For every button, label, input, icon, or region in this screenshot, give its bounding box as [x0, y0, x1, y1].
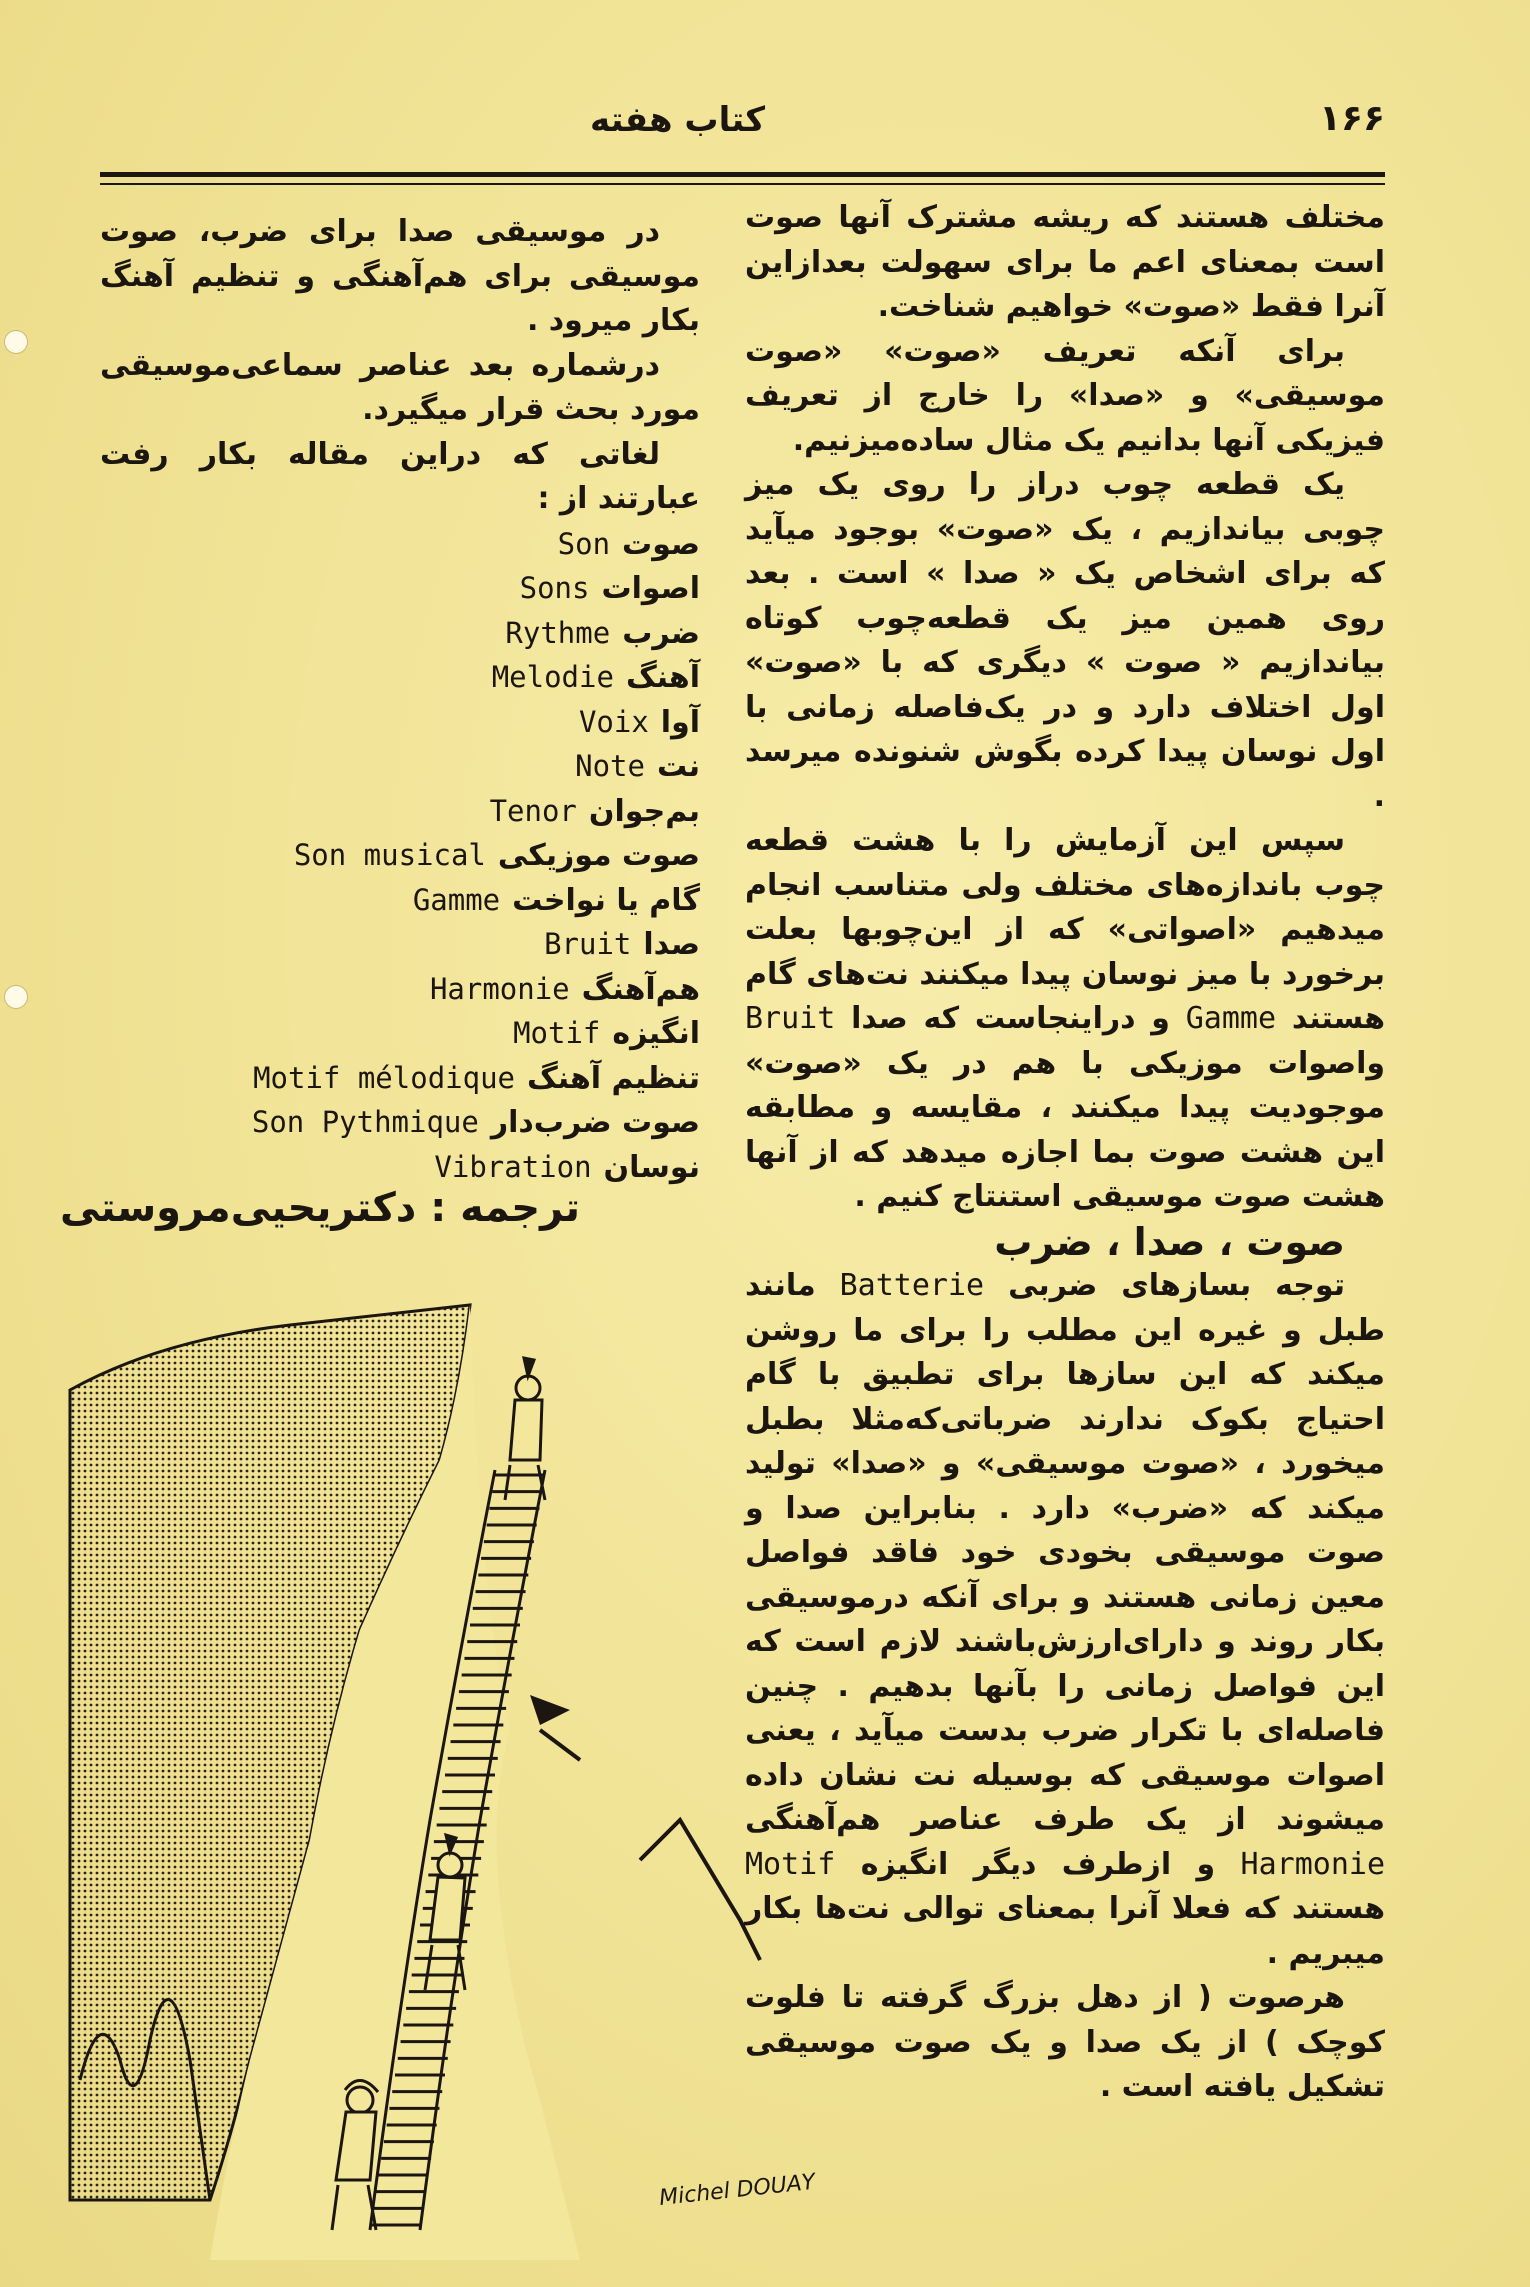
- paragraph: لغاتی که دراین مقاله بکار رفت عبارتند از :: [100, 436, 700, 516]
- glossary-french: Sons: [519, 571, 590, 605]
- glossary-french: Son musical: [293, 838, 486, 872]
- running-title: کتاب هفته: [590, 100, 765, 140]
- glossary-persian: نوسان: [603, 1149, 700, 1185]
- glossary-persian: انگیزه: [612, 1016, 700, 1051]
- glossary-persian: صوت ضرب‌دار: [490, 1105, 700, 1140]
- glossary-french: Bruit: [544, 927, 632, 961]
- glossary-entry: [100, 522, 700, 567]
- glossary-entry: [100, 1056, 700, 1101]
- glossary-persian: نت: [656, 749, 700, 784]
- paragraph-text: مانند طبل و غیره این مطلب را برای ما روشن میکند که این سازها برای تطبیق با گام احتیاج بکوک ندارند ضرباتی‌که‌مثلا بطبل میخورد ، «صوت موسیقی» و «صدا» تولید میکند که «ضرب» دارد . بنابراین صدا و صوت موسیقی بخودی خود فاقد فواصل معین زمانی هستند و برای آنکه درموسیقی بکار روند و دارای‌ارزش‌باشند لازم است که این فواصل زمانی را بآنها بدهیم . چنین فاصله‌ای با تکرار ضرب بدست میآید ، یعنی اصوات موسیقی که بوسیله نت نشان داده میشوند از یک طرف عناصر هم‌آهنگی: [745, 1268, 1385, 1837]
- paragraph: هرصوت ( از دهل بزرگ گرفته تا فلوت کوچک ) از یک صدا و یک صوت موسیقی تشکیل یافته است .: [745, 1980, 1385, 2104]
- glossary-entry: [100, 1011, 700, 1056]
- glossary-persian: آهنگ: [625, 660, 700, 695]
- latin-term: Bruit: [745, 1001, 836, 1036]
- latin-term: Motif: [745, 1846, 836, 1882]
- paragraph-text: هستند که فعلا آنرا بمعنای توالی نت‌ها بکار میبریم .: [745, 1891, 1385, 1971]
- glossary-french: Vibration: [434, 1149, 592, 1184]
- glossary-entry: [100, 833, 700, 878]
- right-column: [745, 196, 1385, 2110]
- glossary-french: Rythme: [505, 615, 611, 650]
- page-number: ۱۶۶: [1319, 98, 1385, 139]
- header-rule-thin: [100, 183, 1385, 185]
- glossary-entry: [100, 700, 700, 745]
- glossary-persian: صوت: [622, 526, 700, 562]
- glossary-entry: [100, 566, 700, 611]
- glossary-entry: [100, 1145, 700, 1190]
- glossary-persian: صدا: [643, 927, 700, 962]
- glossary-entry: [100, 922, 700, 967]
- paragraph-text: و ازطرف دیگر انگیزه: [860, 1846, 1216, 1882]
- glossary-french: Tenor: [489, 793, 577, 828]
- glossary-persian: تنظیم آهنگ: [527, 1060, 700, 1096]
- glossary-persian: اصوات: [601, 571, 700, 606]
- latin-term: Gamme: [1185, 1001, 1277, 1036]
- paragraph-text: و دراینجاست که صدا: [851, 1001, 1170, 1036]
- glossary-entry: [100, 744, 700, 789]
- paragraph: [745, 1264, 1385, 1976]
- glossary-persian: هم‌آهنگ: [581, 971, 700, 1007]
- glossary-french: Son Pythmique: [251, 1105, 479, 1139]
- glossary-french: Motif: [513, 1016, 601, 1050]
- binding-hole: [4, 985, 28, 1009]
- paragraph-text: واصوات موزیکی با هم در یک «صوت» موجودیت پیدا میکنند ، مقایسه و مطابقه این هشت صوت بما اجازه میدهد که از آنها هشت صوت موسیقی استنتاج کنیم .: [745, 1045, 1385, 1214]
- binding-hole: [4, 330, 28, 354]
- latin-term: Batterie: [839, 1268, 985, 1303]
- header-rule: [100, 172, 1385, 177]
- translator-credit: ترجمه : دکتریحیی‌مروستی: [60, 1185, 580, 1231]
- cartoon-signature: Michel DOUAY: [658, 2169, 817, 2211]
- climber-top: [505, 1358, 545, 1500]
- paragraph-text: توجه بسازهای ضربی: [1008, 1268, 1345, 1303]
- glossary-entry: [100, 1100, 700, 1145]
- paragraph: درشماره بعد عناصر سماعی‌موسیقی مورد بحث قرار میگیرد.: [100, 347, 700, 427]
- paragraph-text: سپس این آزمایش را با هشت قطعه چوب باندازه‌های مختلف ولی متناسب انجام میدهیم «اصواتی» که از این‌چوبها بعلت برخورد با میز نوسان پیدا میکنند نت‌های گام هستند: [745, 823, 1386, 1036]
- glossary-entry: [100, 789, 700, 834]
- glossary-entry: [100, 878, 700, 923]
- glossary-entry: [100, 611, 700, 656]
- glossary-entry: [100, 967, 700, 1012]
- glossary-persian: آوا: [660, 704, 700, 740]
- glossary-french: Gamme: [412, 882, 501, 917]
- glossary-entry: [100, 655, 700, 700]
- glossary-french: Motif mélodique: [253, 1060, 515, 1095]
- glossary-french: Voix: [578, 704, 649, 739]
- latin-term: Harmonie: [1240, 1846, 1386, 1882]
- paragraph: مختلف هستند که ریشه مشترک آنها صوت است بمعنای اعم ما برای سهولت بعدازاین آنرا فقط «صوت» خواهیم شناخت.: [745, 200, 1385, 324]
- paragraph: در موسیقی صدا برای ضرب، صوت موسیقی برای هم‌آهنگی و تنظیم آهنگ بکار میرود .: [100, 214, 700, 338]
- glossary-list: [100, 522, 700, 1190]
- paragraph: یک قطعه چوب دراز را روی یک میز چوبی بیاندازیم ، یک «صوت» بوجود میآید که برای اشخاص یک « صدا » است . بعد روی همین میز یک قطعه‌چوب کوتاه بیاندازیم « صوت » دیگری که با «صوت» اول اختلاف دارد و در یک‌فاصله زمانی با اول نوسان پیدا کرده بگوش شنونده میرسد .: [745, 467, 1385, 814]
- right-ridge: [640, 1820, 760, 1960]
- paragraph: برای آنکه تعریف «صوت» «صوت موسیقی» و «صدا» را خارج از تعریف فیزیکی آنها بدانیم یک مثال ساده‌میزنیم.: [745, 333, 1385, 458]
- glossary-french: Note: [575, 749, 645, 783]
- glossary-french: Son: [557, 526, 611, 561]
- glossary-persian: بم‌جوان: [588, 793, 700, 829]
- section-heading: صوت ، صدا ، ضرب: [994, 1219, 1345, 1264]
- glossary-french: Harmonie: [429, 971, 570, 1006]
- page-header: [100, 98, 1385, 148]
- glossary-persian: صوت موزیکی: [497, 838, 700, 873]
- ledge-mark: [530, 1695, 570, 1725]
- ledge-mark: [540, 1730, 580, 1760]
- paragraph: [745, 819, 1385, 1220]
- glossary-persian: ضرب: [622, 615, 700, 651]
- left-column: [100, 210, 700, 1189]
- glossary-persian: گام یا نواخت: [512, 882, 700, 918]
- glossary-french: Melodie: [491, 660, 614, 694]
